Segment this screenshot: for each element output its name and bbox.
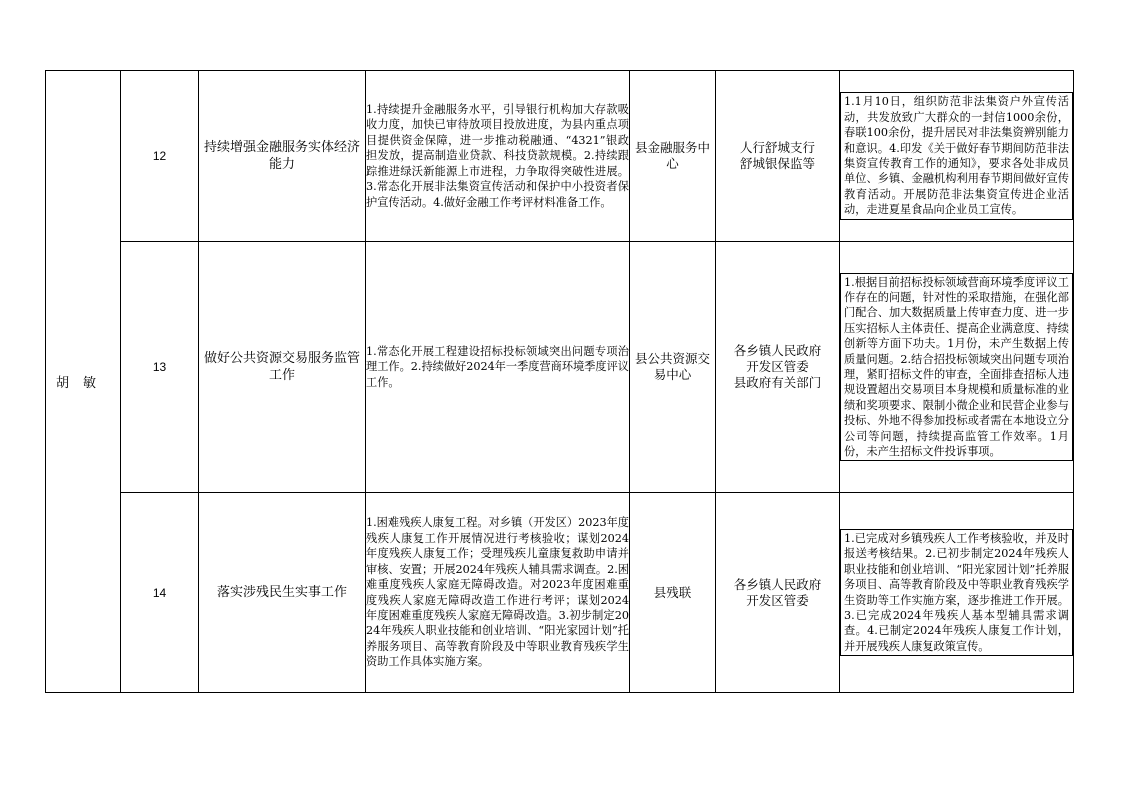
coop-unit: 舒城银保监等 [739,156,815,171]
progress-cell [840,71,1074,242]
task-content: 1.困难残疾人康复工程。对乡镇（开发区）2023年度残疾人康复工作开展情况进行考核验收；谋划2024年度残疾人康复工作；受理残疾儿童康复救助申请并审核、安置；开展2024年残疾人辅具需求调查。2.困难重度残疾人家庭无障碍改造。对2023年度困难重度残疾人家庭无障碍改造工作进行考评；谋划2024年度困难重度残疾人家庭无障碍改造。3.初步制定2024年残疾人职业技能和创业培训、“阳光家园计划”托养服务项目、高等教育阶段及中等职业教育残疾学生资助工作具体实施方案。 [366,493,630,693]
task-title: 做好公共资源交易服务监管工作 [199,242,366,493]
coop-unit: 开发区管委 [746,592,809,608]
coop-unit: 各乡镇人民政府 [733,343,822,358]
cooperating-units [716,242,840,493]
table-row [46,71,1074,242]
lead-unit: 县残联 [630,493,716,693]
progress-cell [840,493,1074,693]
progress-text: 1.已完成对乡镇残疾人工作考核验收，并及时报送考核结果。2.已初步制定2024年残疾人职业技能和创业培训、“阳光家园计划”托养服务项目、高等教育阶段及中等职业教育残疾学生资助等工作实施方案，逐步推进工作开展。3.已完成2024年残疾人基本型辅具需求调查。4.已制定2024年残疾人康复工作计划，并开展残疾人康复政策宣传。 [840,529,1073,656]
coop-unit: 县政府有关部门 [733,375,822,390]
table-row [46,242,1074,493]
task-table [45,70,1074,693]
row-number: 12 [121,71,199,242]
row-number: 13 [121,242,199,493]
lead-unit: 县金融服务中心 [630,71,716,242]
coop-unit: 开发区管委 [746,359,809,374]
cooperating-units [716,493,840,693]
row-number: 14 [121,493,199,693]
task-content: 1.常态化开展工程建设招标投标领域突出问题专项治理工作。2.持续做好2024年一季度营商环境季度评议工作。 [366,242,630,493]
task-content: 1.持续提升金融服务水平，引导银行机构加大存款吸收力度，加快已审待放项目投放进度，为县内重点项目提供资金保障，进一步推动税融通、“4321”银政担发放，提高制造业贷款、科技贷款规模。2.持续跟踪推进绿沃新能源上市进程，力争取得突破性进展。3.常态化开展非法集资宣传活动和保护中小投资者保护宣传活动。4.做好金融工作考评材料准备工作。 [366,71,630,242]
cooperating-units [716,71,840,242]
coop-unit: 人行舒城支行 [739,140,815,155]
lead-unit: 县公共资源交易中心 [630,242,716,493]
table-row [46,493,1074,693]
progress-text: 1.1月10日，组织防范非法集资户外宣传活动，共发放致广大群众的一封信1000余份，春联100余份，提升居民对非法集资辨别能力和意识。4.印发《关于做好春节期间防范非法集资宣传教育工作的通知》，要求各处非成员单位、乡镇、金融机构利用春节期间做好宣传教育活动。开展防范非法集资宣传进企业活动，走进夏星食品向企业员工宣传。 [840,92,1073,219]
task-title: 持续增强金融服务实体经济能力 [199,71,366,242]
progress-text: 1.根据目前招标投标领域营商环境季度评议工作存在的问题，针对性的采取措施，在强化部门配合、加大数据质量上传审查力度、进一步压实招标人主体责任、提高企业满意度、持续创新等方面下功夫。1月份，未产生数据上传质量问题。2.结合招投标领域突出问题专项治理，紧盯招标文件的审查，全面排查招标人违规设置超出交易项目本身规模和质量标准的业绩和奖项要求、限制小微企业和民营企业参与投标、外地不得参加投标或者需在本地设立分公司等问题，持续提高监管工作效率。1月份，未产生招标文件投诉事项。 [840,273,1073,462]
progress-cell [840,242,1074,493]
task-title: 落实涉残民生实事工作 [199,493,366,693]
coop-unit: 各乡镇人民政府 [733,576,822,592]
leader-name: 胡敏 [46,71,121,693]
